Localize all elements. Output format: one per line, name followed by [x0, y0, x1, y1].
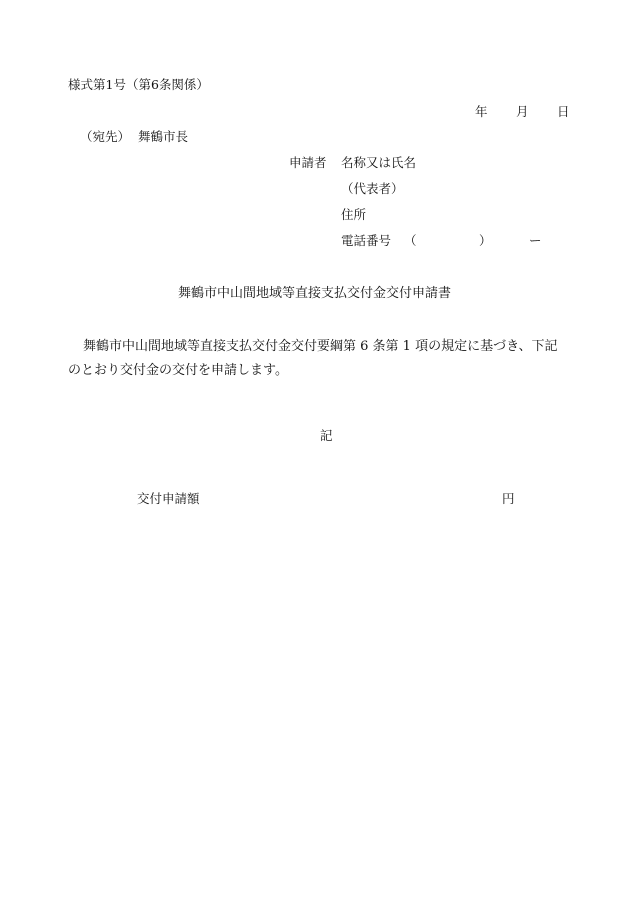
form-number: 様式第1号（第6条関係） — [68, 77, 209, 92]
amount-unit: 円 — [502, 491, 515, 506]
date-month-label: 月 — [516, 104, 529, 119]
body-line-2: のとおり交付金の交付を申請します。 — [68, 363, 288, 378]
phone-label: 電話番号 — [341, 233, 392, 248]
applicant-label: 申請者 — [289, 155, 327, 170]
addressee-name: 舞鶴市長 — [138, 129, 189, 144]
phone-open-paren: （ — [404, 233, 417, 248]
name-label: 名称又は氏名 — [341, 155, 417, 170]
body-paragraph — [68, 335, 578, 383]
date-year-label: 年 — [475, 104, 488, 119]
phone-dash: ー — [529, 233, 542, 248]
body-line-1-text: 舞鶴市中山間地域等直接支払交付金交付要綱第 6 条第 1 項の規定に基づき、下記 — [83, 339, 558, 354]
date-day-label: 日 — [557, 104, 570, 119]
representative-label: （代表者） — [341, 181, 404, 196]
address-label: 住所 — [341, 207, 367, 222]
amount-label: 交付申請額 — [137, 491, 200, 506]
phone-close-paren: ） — [479, 233, 492, 248]
body-line-1 — [68, 335, 578, 359]
document-title: 舞鶴市中山間地域等直接支払交付金交付申請書 — [178, 286, 452, 301]
ki-heading: 記 — [320, 428, 333, 443]
addressee-label: （宛先） — [80, 129, 131, 144]
